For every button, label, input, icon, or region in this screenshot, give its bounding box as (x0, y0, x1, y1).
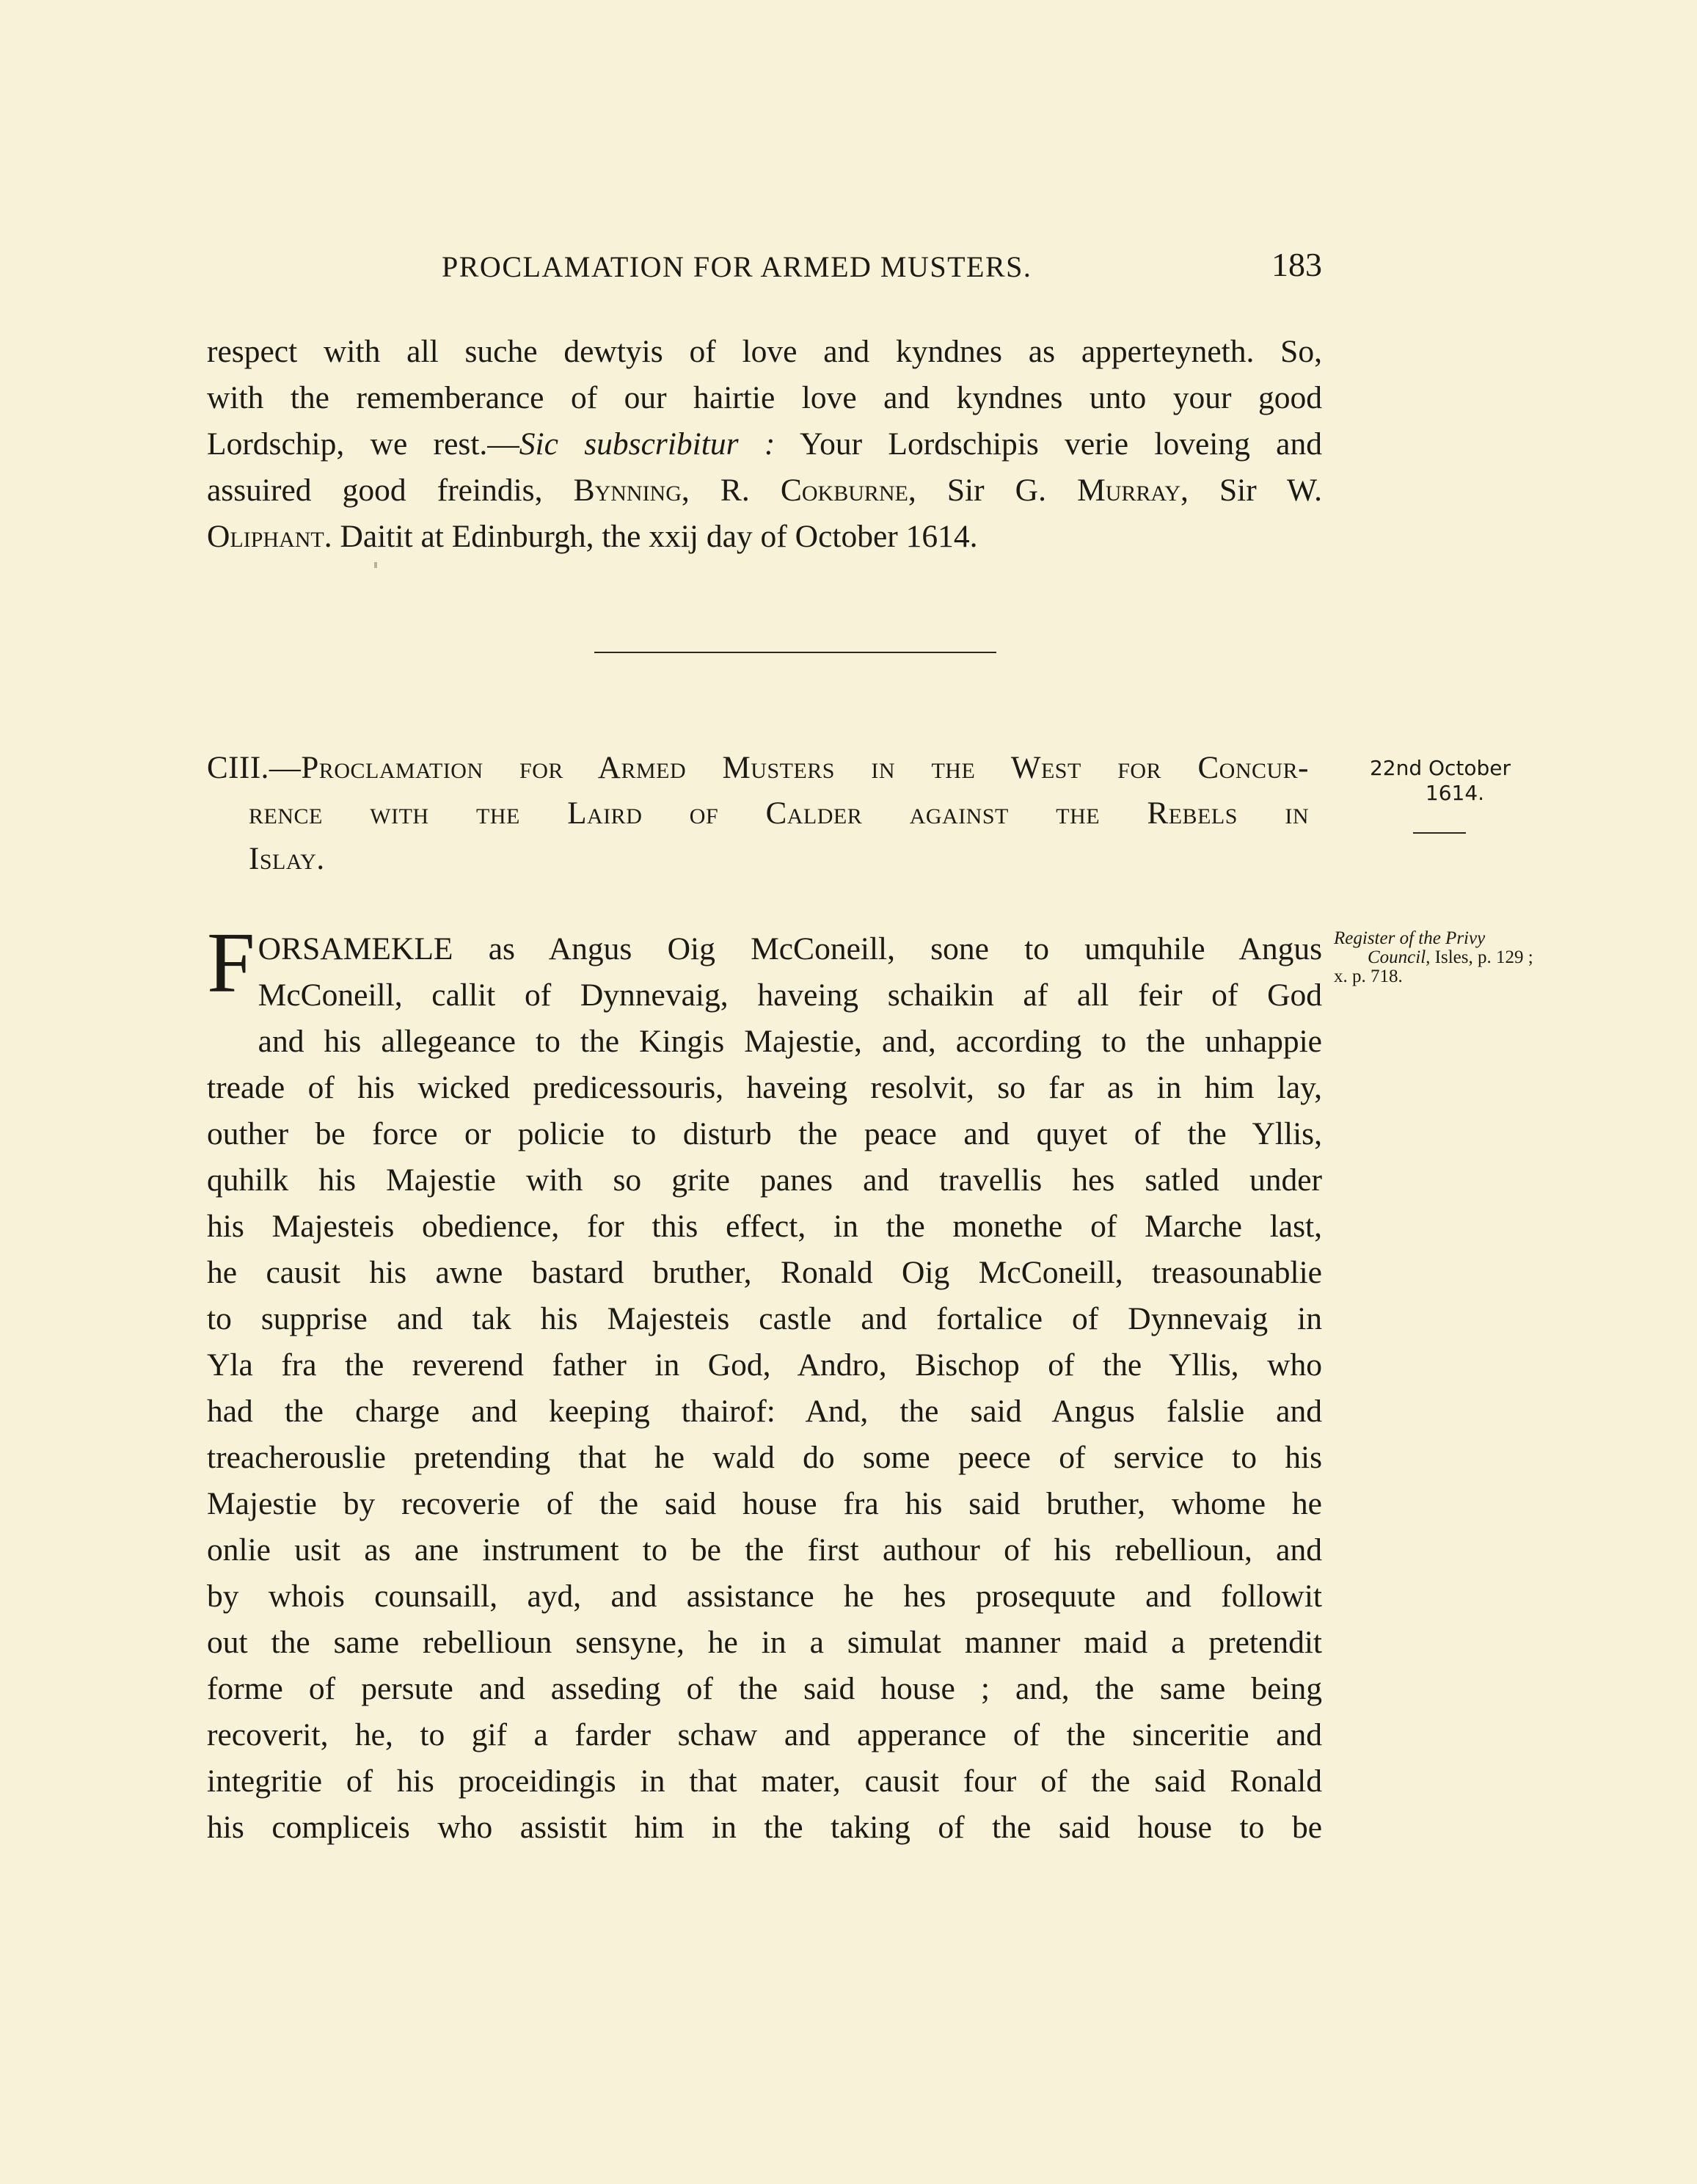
text-line: with the rememberance of our hairtie love and kyndnes unto your good (207, 380, 1322, 415)
signatory-cokburne: Cokburne (780, 473, 908, 508)
text-line: treacherouslie pretending that he wald do some peece of service to his (207, 1440, 1322, 1475)
signatory-bynning: Bynning (573, 473, 682, 508)
text-line: ORSAMEKLE as Angus Oig McConeill, sone to umquhile Angus (258, 931, 1322, 967)
text-line: treade of his wicked predicessouris, haveing resolvit, so far as in him lay, (207, 1070, 1322, 1105)
margin-reference-note (1334, 929, 1539, 986)
heading-line: Islay. (249, 842, 325, 876)
drop-cap: F (207, 914, 255, 1011)
signatory-oliphant: Oliphant. (207, 519, 332, 554)
text-run: Daitit at Edinburgh, the xxij day of October 1614. (332, 519, 978, 554)
text-run: , Sir W. (1180, 473, 1322, 508)
text-line: out the same rebellioun sensyne, he in a simulat manner maid a pretendit (207, 1625, 1322, 1660)
text-run: assuired good freindis, (207, 473, 574, 508)
text-run: Your Lordschipis verie loveing and (775, 426, 1322, 462)
text-run: Lordschip, we rest.— (207, 426, 519, 462)
text-run: , R. (681, 473, 781, 508)
date-year: 1614. (1425, 781, 1485, 805)
text-line (207, 421, 1322, 467)
ref-pages: Isles, p. 129 ; (1430, 947, 1533, 967)
running-head (207, 246, 1322, 294)
heading-line: CIII.—Proclamation for Armed Musters in the West for Concur- (207, 751, 1309, 785)
ref-line (1334, 948, 1539, 967)
ink-speck (374, 562, 377, 568)
ref-council: Council, (1368, 947, 1431, 967)
section-divider (594, 652, 996, 653)
text-line: by whois counsaill, ayd, and assistance he hes prosequute and followit (207, 1579, 1322, 1614)
text-line: his Majesteis obedience, for this effect, in the monethe of Marche last, (207, 1209, 1322, 1244)
margin-date-note (1356, 756, 1525, 806)
text-line: outher be force or policie to disturb the peace and quyet of the Yllis, (207, 1116, 1322, 1151)
text-line: McConeill, callit of Dynnevaig, haveing schaikin af all feir of God (258, 978, 1322, 1013)
text-run: , Sir G. (908, 473, 1078, 508)
text-line: Majestie by recoverie of the said house fra his said bruther, whome he (207, 1486, 1322, 1521)
text-line: respect with all suche dewtyis of love and kyndnes as apperteyneth. So, (207, 334, 1322, 369)
text-line: to supprise and tak his Majesteis castle and fortalice of Dynnevaig in (207, 1301, 1322, 1336)
date-underline (1413, 832, 1466, 834)
text-line: he causit his awne bastard bruther, Ronald Oig McConeill, treasounablie (207, 1255, 1322, 1290)
signatory-murray: Murray (1077, 473, 1181, 508)
sic-subscribitur: Sic subscribitur : (519, 426, 775, 462)
heading-line: rence with the Laird of Calder against the Rebels in (249, 796, 1309, 831)
continuation-paragraph (207, 329, 1322, 560)
text-line: quhilk his Majestie with so grite panes and travellis hes satled under (207, 1162, 1322, 1198)
proclamation-body (207, 914, 1322, 1851)
text-line (207, 514, 1322, 560)
running-title: PROCLAMATION FOR ARMED MUSTERS. (442, 250, 1032, 283)
ref-line: Register of the Privy (1334, 928, 1486, 948)
section-heading (207, 746, 1309, 882)
text-line (207, 467, 1322, 514)
text-line: his compliceis who assistit him in the taking of the said house to be (207, 1810, 1322, 1845)
text-line: and his allegeance to the Kingis Majestie, and, according to the unhappie (258, 1024, 1322, 1059)
ref-line: x. p. 718. (1334, 967, 1403, 986)
text-line: had the charge and keeping thairof: And, the said Angus falslie and (207, 1394, 1322, 1429)
text-line: integritie of his proceidingis in that mater, causit four of the said Ronald (207, 1763, 1322, 1799)
text-line: recoverit, he, to gif a farder schaw and apperance of the sinceritie and (207, 1717, 1322, 1752)
date-text: 22nd October (1369, 756, 1511, 780)
text-line: Yla fra the reverend father in God, Andro, Bischop of the Yllis, who (207, 1347, 1322, 1383)
page-number: 183 (1271, 246, 1322, 283)
text-line: onlie usit as ane instrument to be the first authour of his rebellioun, and (207, 1532, 1322, 1568)
text-line: forme of persute and asseding of the said house ; and, the same being (207, 1671, 1322, 1706)
